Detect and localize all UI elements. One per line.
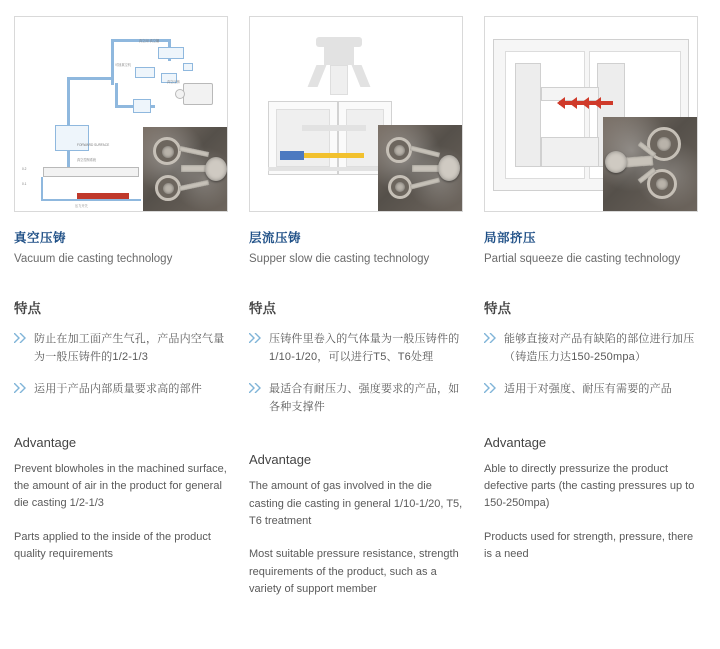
photo-inset-casting-part-1 (143, 127, 228, 212)
schematic-vacuum-die-casting: 0.1 0.2 压力开关 真空阀·真空罐 可抽真空机 真空压铸 FORWARD SURFACE 真空控制系统 (15, 17, 227, 211)
card-title-en: Supper slow die casting technology (249, 253, 430, 265)
column-vacuum-die-casting (14, 16, 228, 563)
double-chevron-icon (14, 381, 28, 399)
advantage-paragraph: Able to directly pressurize the product defective parts (the casting pressures up to 150-250mpa) (484, 462, 695, 510)
schematic-partial-squeeze (485, 17, 697, 211)
list-item (14, 381, 228, 399)
advantage-paragraph: Parts applied to the inside of the product quality requirements (14, 530, 211, 561)
features-list (249, 331, 463, 416)
photo-inset-casting-part-2 (378, 125, 463, 212)
list-item (484, 331, 698, 367)
list-item-label: 能够直接对产品有缺陷的部位进行加压（铸造压力达150-250mpa） (504, 333, 695, 363)
advantage-paragraph: The amount of gas involved in the die casting die casting in general 1/10-1/20, T5, T6 treatment (249, 480, 463, 528)
list-item-label: 防止在加工面产生气孔，产品内空气量为一般压铸件的1/2-1/3 (34, 333, 225, 363)
list-item-label: 最适合有耐压力、强度要求的产品，如各种支撑件 (269, 382, 460, 413)
advantage-heading: Advantage (14, 434, 77, 450)
list-item-label: 适用于对强度、耐压有需要的产品 (504, 382, 672, 395)
features-heading: 特点 (249, 301, 276, 317)
card-image-supper-slow (249, 16, 463, 212)
double-chevron-icon (14, 331, 28, 367)
double-chevron-icon (484, 331, 498, 367)
double-chevron-icon (249, 381, 263, 417)
card-title-zh: 真空压铸 (14, 231, 67, 245)
card-image-vacuum (14, 16, 228, 212)
column-partial-squeeze (484, 16, 698, 563)
advantage-heading: Advantage (249, 452, 312, 468)
card-image-partial-squeeze (484, 16, 698, 212)
schematic-supper-slow-die-casting (250, 17, 462, 211)
features-list (484, 331, 698, 398)
column-supper-slow-die-casting (249, 16, 463, 599)
features-heading: 特点 (14, 301, 41, 317)
photo-inset-casting-part-3 (603, 117, 698, 212)
list-item (249, 381, 463, 417)
list-item (14, 331, 228, 367)
list-item-label: 运用于产品内部质量要求高的部件 (34, 382, 202, 395)
double-chevron-icon (249, 331, 263, 367)
columns-container (14, 16, 706, 599)
card-title-en: Partial squeeze die casting technology (484, 253, 681, 265)
advantage-paragraph: Products used for strength, pressure, there is a need (484, 530, 694, 561)
advantage-paragraph: Prevent blowholes in the machined surface, the amount of air in the product for general die casting 1/2-1/3 (14, 462, 227, 510)
advantage-heading: Advantage (484, 434, 547, 450)
card-title-zh: 局部挤压 (484, 231, 537, 245)
list-item-label: 压铸件里卷入的气体量为一般压铸件的1/10-1/20，可以进行T5、T6处理 (269, 333, 460, 363)
advantage-paragraph: Most suitable pressure resistance, strength requirements of the product, such as a variety of support member (249, 548, 459, 596)
features-heading: 特点 (484, 301, 511, 317)
list-item (484, 381, 698, 399)
double-chevron-icon (484, 381, 498, 399)
list-item (249, 331, 463, 367)
features-list (14, 331, 228, 398)
card-title-zh: 层流压铸 (249, 231, 302, 245)
card-title-en: Vacuum die casting technology (14, 253, 173, 265)
